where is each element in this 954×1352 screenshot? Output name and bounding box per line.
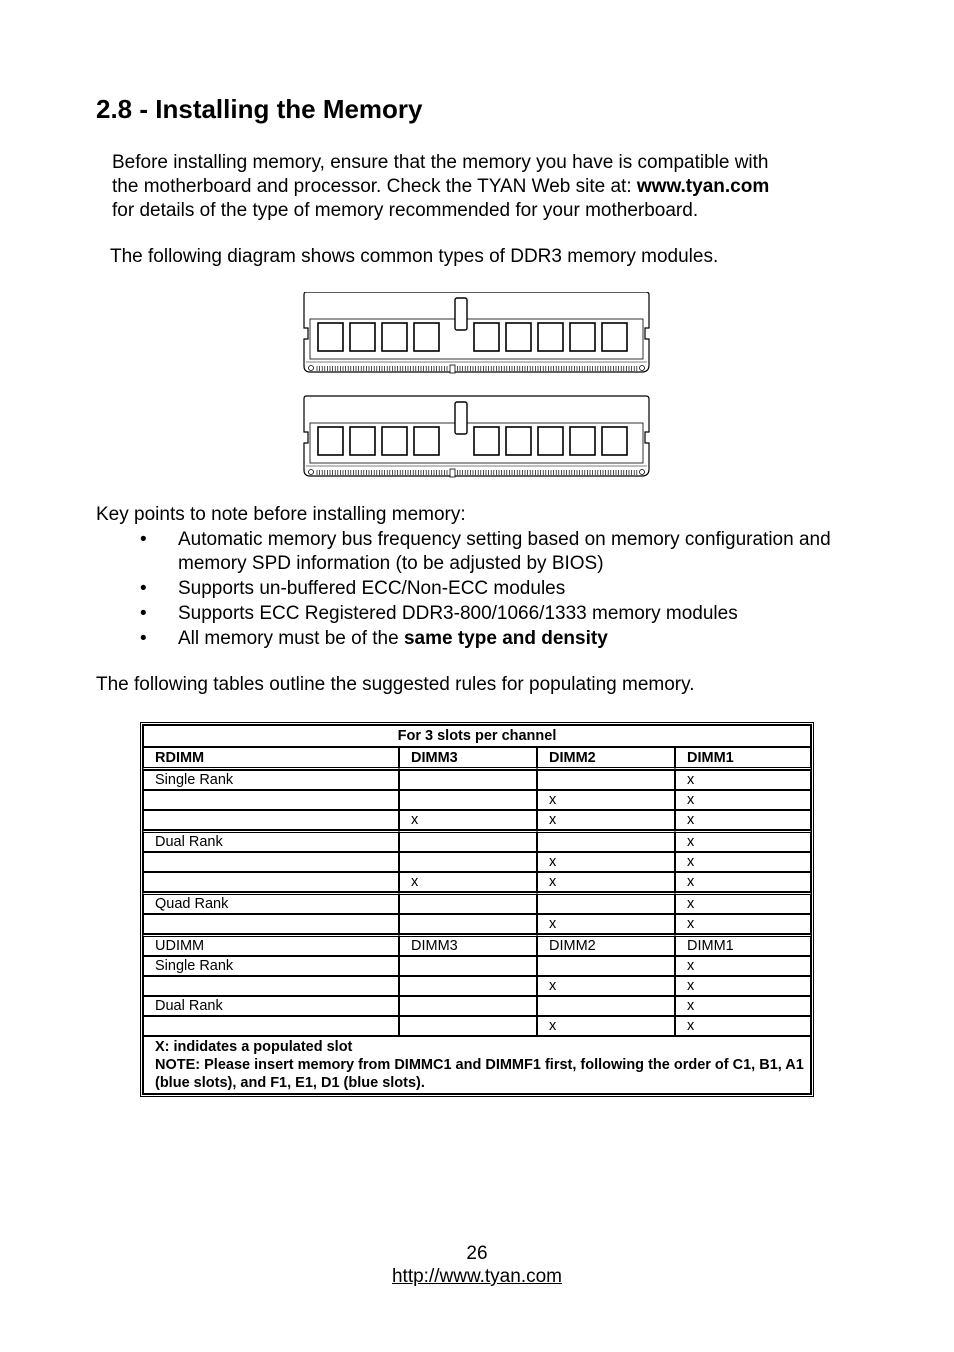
table-row — [143, 1016, 811, 1036]
table-cell: x — [537, 1016, 675, 1036]
mount-hole — [640, 470, 645, 475]
table-cell: x — [675, 852, 811, 872]
table-row — [143, 976, 811, 996]
table-row — [143, 790, 811, 810]
intro-line-1: Before installing memory, ensure that the memory you have is compatible with — [112, 152, 769, 173]
table-row — [143, 996, 811, 1016]
intro-line-2-text: the motherboard and processor. Check the TYAN Web site at: — [112, 176, 637, 197]
table-cell: Quad Rank — [143, 892, 399, 914]
key-point-item — [96, 602, 856, 626]
table-cell — [399, 914, 537, 934]
table-row — [143, 852, 811, 872]
ddr3-modules-diagram — [302, 292, 652, 484]
memory-chip — [602, 427, 627, 455]
table-cell — [399, 790, 537, 810]
table-cell: x — [537, 790, 675, 810]
insertion-note: NOTE: Please insert memory from DIMMC1 and DIMMF1 first, following the order of C1, B1, A1 (blue slots), and F1, E1, D1 (blue slots). — [155, 1057, 804, 1091]
memory-chip — [474, 427, 499, 455]
table-cell — [143, 1016, 399, 1036]
bullet-icon: • — [140, 578, 147, 599]
udimm-header-row — [143, 934, 811, 956]
table-cell: Dual Rank — [143, 996, 399, 1016]
key-point-text: Supports un-buffered ECC/Non-ECC modules — [178, 578, 566, 599]
table-cell — [143, 914, 399, 934]
table-cell: Single Rank — [143, 956, 399, 976]
table-caption: For 3 slots per channel — [143, 725, 811, 747]
page-number: 26 — [466, 1243, 488, 1264]
table-cell — [537, 830, 675, 852]
table-notes-row — [143, 1036, 811, 1094]
table-cell — [537, 770, 675, 790]
bullet-icon: • — [140, 628, 147, 649]
table-cell: x — [675, 810, 811, 830]
table-cell: x — [675, 996, 811, 1016]
memory-chip — [414, 427, 439, 455]
key-points-list — [96, 528, 856, 652]
legend-note: X: indidates a populated slot — [155, 1039, 353, 1055]
memory-chip — [382, 323, 407, 351]
key-point-bold-text: same type and density — [403, 628, 608, 649]
memory-chip — [350, 427, 375, 455]
key-notch — [450, 469, 455, 477]
spd-chip — [455, 298, 467, 330]
memory-chip — [318, 427, 343, 455]
table-cell — [143, 810, 399, 830]
table-cell — [399, 956, 537, 976]
memory-chip — [506, 323, 531, 351]
memory-chip — [506, 427, 531, 455]
table-cell: DIMM3 — [399, 747, 537, 770]
memory-chip — [538, 427, 563, 455]
key-points-title: Key points to note before installing memory: — [96, 504, 466, 525]
table-cell — [143, 790, 399, 810]
memory-chip — [602, 323, 627, 351]
table-cell: Single Rank — [143, 770, 399, 790]
table-row — [143, 770, 811, 790]
rdimm-header-row — [143, 747, 811, 770]
table-row — [143, 830, 811, 852]
table-cell — [537, 892, 675, 914]
key-point-item — [96, 627, 856, 651]
table-cell: x — [399, 810, 537, 830]
table-cell: x — [675, 1016, 811, 1036]
table-cell — [143, 852, 399, 872]
key-point-text: All memory must be of the — [178, 628, 404, 649]
mount-hole — [309, 470, 314, 475]
table-row — [143, 892, 811, 914]
table-cell — [143, 872, 399, 892]
table-cell — [143, 976, 399, 996]
mount-hole — [640, 366, 645, 371]
table-cell: x — [537, 810, 675, 830]
memory-chip — [414, 323, 439, 351]
table-row — [143, 872, 811, 892]
memory-chip — [474, 323, 499, 351]
intro-line-3: for details of the type of memory recommended for your motherboard. — [112, 200, 699, 221]
tables-intro: The following tables outline the suggested rules for populating memory. — [96, 674, 695, 695]
table-cell: x — [675, 790, 811, 810]
memory-module-1 — [304, 292, 649, 373]
table-cell: x — [675, 956, 811, 976]
memory-population-table — [140, 722, 814, 1097]
table-cell: DIMM1 — [675, 747, 811, 770]
table-cell: x — [537, 914, 675, 934]
memory-chip — [570, 323, 595, 351]
table-cell — [399, 996, 537, 1016]
table-notes — [143, 1036, 811, 1094]
memory-module-2 — [304, 396, 649, 477]
table-cell: DIMM2 — [537, 747, 675, 770]
intro-line-2 — [112, 175, 852, 199]
footer-url-link[interactable]: http://www.tyan.com — [391, 1266, 562, 1287]
mount-hole — [309, 366, 314, 371]
intro-paragraph — [112, 151, 852, 223]
key-point-text: Automatic memory bus frequency setting based on memory configuration and memory SPD information (to be adjusted by BIOS) — [178, 529, 831, 574]
footer-url-wrap — [0, 1266, 954, 1288]
bullet-icon: • — [140, 529, 147, 550]
bullet-icon: • — [140, 603, 147, 624]
table-row — [143, 810, 811, 830]
table-cell: x — [675, 976, 811, 996]
table-cell: x — [399, 872, 537, 892]
table-cell — [399, 770, 537, 790]
key-point-item — [96, 577, 856, 601]
table-cell: x — [675, 872, 811, 892]
table-cell: x — [537, 976, 675, 996]
page-heading: 2.8 - Installing the Memory — [96, 94, 423, 124]
table-cell — [537, 956, 675, 976]
table-cell: x — [537, 872, 675, 892]
table-cell — [399, 830, 537, 852]
memory-chip — [318, 323, 343, 351]
table-row — [143, 914, 811, 934]
key-notch — [450, 365, 455, 373]
table-cell — [399, 976, 537, 996]
table-cell: x — [675, 830, 811, 852]
memory-chip — [350, 323, 375, 351]
table-cell: DIMM3 — [399, 934, 537, 956]
diagram-caption: The following diagram shows common types of DDR3 memory modules. — [110, 246, 719, 267]
table-cell: RDIMM — [143, 747, 399, 770]
key-point-item — [96, 528, 856, 576]
key-point-text: Supports ECC Registered DDR3-800/1066/1333 memory modules — [178, 603, 738, 624]
table-cell — [399, 1016, 537, 1036]
tyan-website-text: www.tyan.com — [636, 176, 770, 197]
table-cell: x — [675, 770, 811, 790]
table-cell — [399, 892, 537, 914]
memory-chip — [538, 323, 563, 351]
table-cell: DIMM1 — [675, 934, 811, 956]
table-cell: DIMM2 — [537, 934, 675, 956]
table-cell: UDIMM — [143, 934, 399, 956]
table-cell: Dual Rank — [143, 830, 399, 852]
memory-chip — [570, 427, 595, 455]
memory-chip — [382, 427, 407, 455]
table-cell — [537, 996, 675, 1016]
table-row — [143, 956, 811, 976]
table-cell: x — [537, 852, 675, 872]
table-cell — [399, 852, 537, 872]
spd-chip — [455, 402, 467, 434]
table-cell: x — [675, 914, 811, 934]
table-cell: x — [675, 892, 811, 914]
